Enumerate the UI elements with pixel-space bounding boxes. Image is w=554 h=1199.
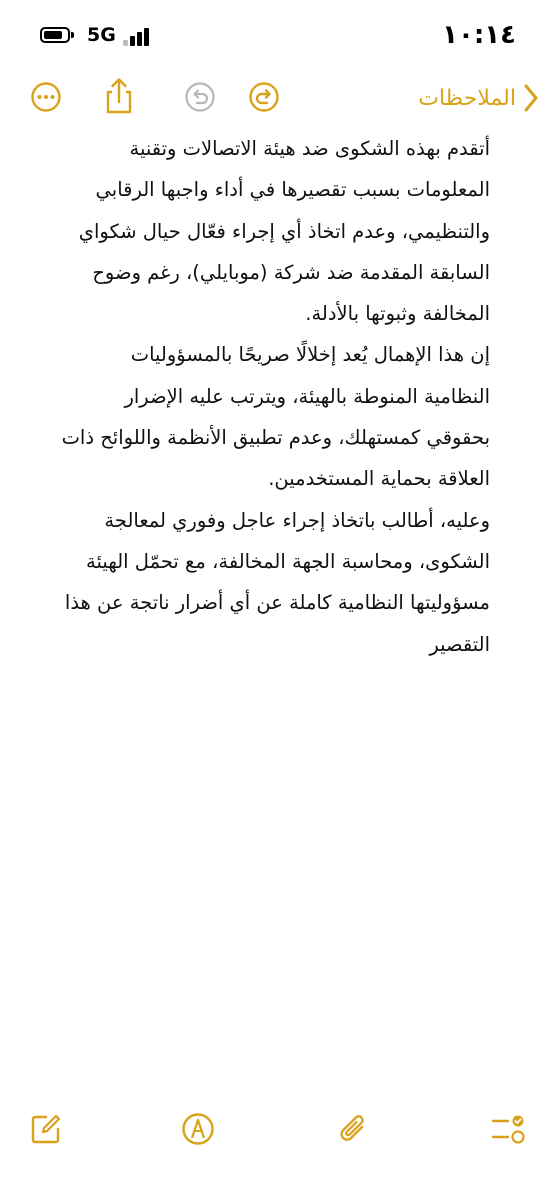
status-bar <box>0 0 554 70</box>
signal-bar <box>130 36 135 46</box>
signal-bar <box>137 32 142 46</box>
back-button[interactable] <box>418 81 540 115</box>
signal-strength-icon <box>123 28 151 46</box>
ellipsis-circle-icon <box>26 75 66 119</box>
redo-button[interactable] <box>244 75 284 119</box>
battery-icon <box>40 27 70 43</box>
checklist-icon <box>488 1109 528 1149</box>
note-paragraph-1: أتقدم بهذه الشكوى ضد هيئة الاتصالات وتقنية المعلومات بسبب تقصيرها في أداء واجبها الرقابي والتنظيمي، وعدم اتخاذ أي إجراء فعّال حيال شكواي السابقة المقدمة ضد شركة (موبايلي)، رغم وضوح المخالفة وثبوتها بالأدلة. <box>78 137 490 326</box>
pen-tip-icon <box>178 1109 218 1149</box>
note-body[interactable] <box>60 128 490 665</box>
markup-button[interactable] <box>178 1109 218 1149</box>
battery-cap <box>71 32 74 38</box>
battery-fill <box>44 31 62 39</box>
signal-bar <box>123 40 128 46</box>
compose-button[interactable] <box>26 1109 66 1149</box>
back-label: الملاحظات <box>418 85 516 111</box>
compose-icon <box>26 1109 66 1149</box>
checklist-button[interactable] <box>488 1109 528 1149</box>
nav-bar <box>0 75 554 123</box>
status-time: ١٠:١٤ <box>442 20 516 50</box>
attach-button[interactable] <box>334 1109 374 1149</box>
undo-button[interactable] <box>180 75 220 119</box>
network-type: 5G <box>87 24 116 46</box>
undo-icon <box>180 75 220 119</box>
note-paragraph-2: إن هذا الإهمال يُعد إخلالًا صريحًا بالمسؤوليات النظامية المنوطة بالهيئة، ويترتب عليه الإضرار بحقوقي كمستهلك، وعدم تطبيق الأنظمة واللوائح ذات العلاقة بحماية المستخدمين. <box>61 343 490 491</box>
more-button[interactable] <box>26 75 66 119</box>
paperclip-icon <box>334 1109 374 1149</box>
share-icon <box>99 75 139 119</box>
share-button[interactable] <box>99 75 139 119</box>
chevron-right-icon <box>522 83 540 113</box>
bottom-toolbar <box>0 1089 554 1199</box>
note-paragraph-3: وعليه، أطالب باتخاذ إجراء عاجل وفوري لمعالجة الشكوى، ومحاسبة الجهة المخالفة، مع تحمّل الهيئة مسؤوليتها النظامية كاملة عن أي أضرار ناتجة عن هذا التقصير <box>64 508 490 656</box>
signal-bar <box>144 28 149 46</box>
redo-icon <box>244 75 284 119</box>
